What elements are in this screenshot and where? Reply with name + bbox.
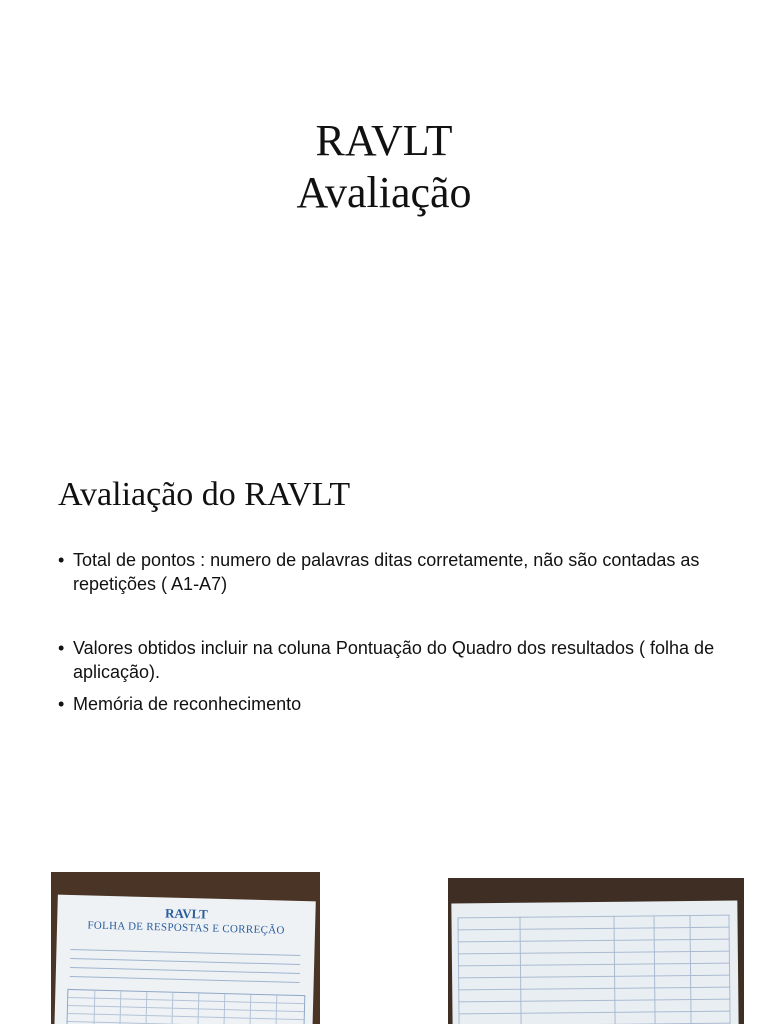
grid-col-line [728, 915, 730, 1024]
answer-sheet-logo: RAVLT [164, 905, 208, 922]
table-col-line [119, 991, 121, 1024]
table-row-line [68, 1005, 304, 1012]
grid-col-line [653, 915, 655, 1024]
results-sheet-photo [448, 878, 744, 1024]
form-field-line [70, 976, 300, 983]
grid-col-line [689, 915, 691, 1024]
grid-col-line [457, 917, 459, 1024]
answer-sheet-photo [51, 872, 320, 1024]
bullet-list [58, 548, 718, 716]
bullet-item-memoria: • Memória de reconhecimento [58, 692, 718, 716]
results-grid [457, 915, 730, 1024]
answer-sheet-paper [54, 895, 316, 1024]
results-sheet-paper [451, 901, 738, 1024]
grid-col-line [519, 917, 521, 1024]
slide-heading: Avaliação do RAVLT [58, 476, 351, 513]
answer-sheet-title: FOLHA DE RESPOSTAS E CORREÇÃO [87, 919, 285, 937]
grid-col-line [613, 916, 615, 1024]
bullet-item-valores-obtidos: • Valores obtidos incluir na coluna Pontuação do Quadro dos resultados ( folha de aplicação). [58, 636, 718, 684]
form-field-line [70, 967, 300, 974]
title-slide [0, 0, 768, 440]
form-field-line [70, 949, 300, 956]
table-row-line [68, 997, 304, 1004]
title-line-2: Avaliação [296, 168, 472, 217]
table-row-line [68, 1013, 304, 1020]
title-line-1: RAVLT [315, 116, 453, 165]
table-col-line [93, 991, 95, 1024]
form-field-line [70, 958, 300, 965]
answer-sheet-table [66, 989, 305, 1024]
bullet-item-total-pontos: • Total de pontos : numero de palavras ditas corretamente, não são contadas as repetições ( A1-A7) [58, 548, 718, 596]
